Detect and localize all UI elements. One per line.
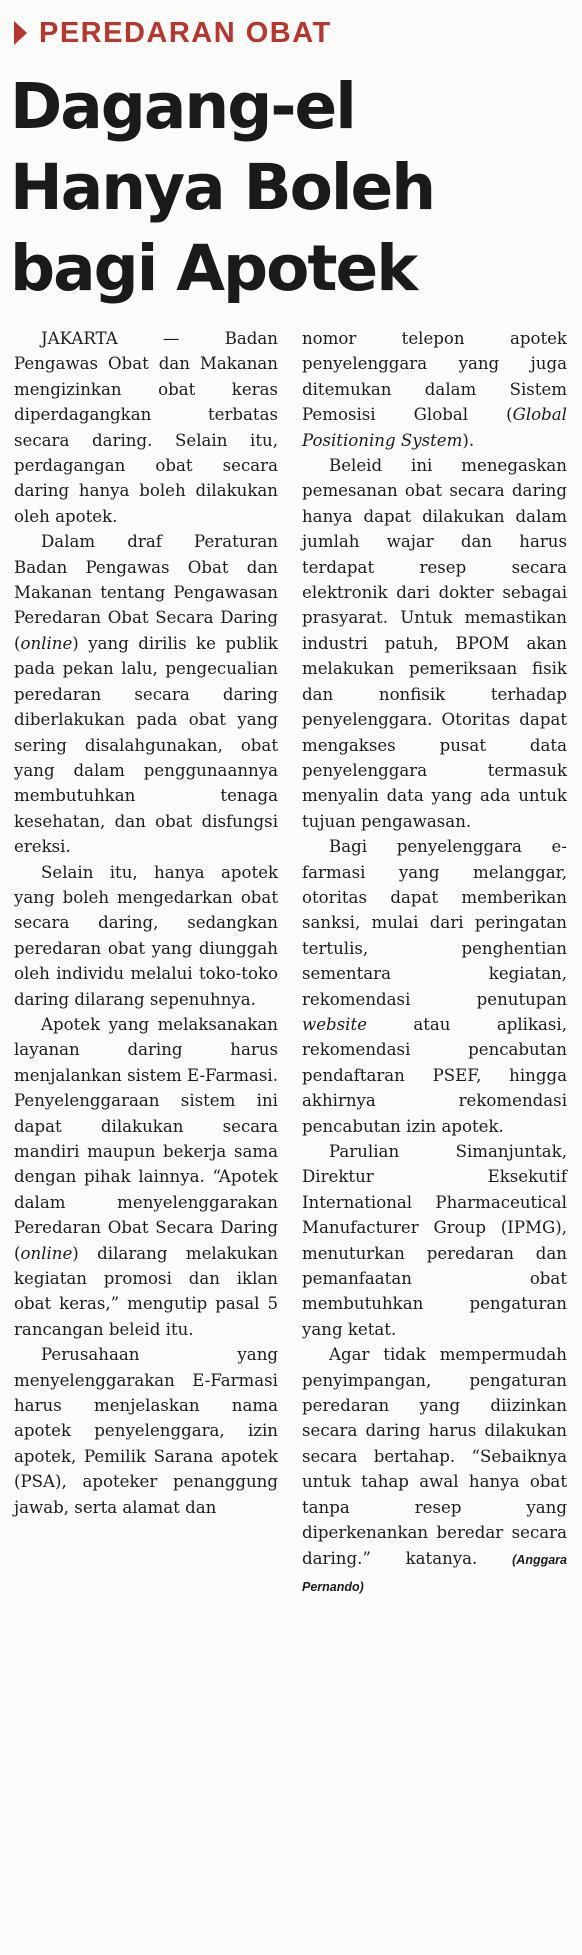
kicker-label: PEREDARAN OBAT — [39, 16, 332, 49]
headline-line-1: Dagang-el — [10, 70, 355, 143]
paragraph: Bagi penyelenggara e-farmasi yang melanggar, otoritas dapat memberikan sanksi, mulai dari peringatan tertulis, penghentian sementara kegiatan, rekomendasi penutupan website atau aplikasi, rekomendasi pencabutan pendaftaran PSEF, hingga akhirnya rekomendasi pencabutan izin apotek. — [302, 837, 567, 1136]
headline — [10, 66, 575, 309]
paragraph — [302, 1342, 567, 1600]
paragraph: nomor telepon apotek penyelenggara yang juga ditemukan dalam Sistem Pemosisi Global (Global Positioning System). — [302, 329, 567, 450]
paragraph: Apotek yang melaksanakan layanan daring harus menjalankan sistem E-Farmasi. Penyelenggaraan sistem ini dapat dilakukan secara mandiri maupun bekerja sama dengan pihak lainnya. “Apotek dalam menyelenggarakan Peredaran Obat Secara Daring (online) dilarang melakukan kegiatan promosi dan iklan obat keras,” mengutip pasal 5 rancangan beleid itu. — [14, 1014, 278, 1339]
paragraph: Dalam draf Peraturan Badan Pengawas Obat dan Makanan tentang Pengawasan Peredaran Obat Secara Daring (online) yang dirilis ke publik pada pekan lalu, pengecualian peredaran secara daring diberlakukan pada obat yang sering disalahgunakan, obat yang dalam penggunaannya membutuhkan tenaga kesehatan, dan obat disfungsi ereksi. — [14, 532, 278, 857]
paragraph: JAKARTA — Badan Pengawas Obat dan Makanan mengizinkan obat keras diperdagangkan terbatas secara daring. Selain itu, perdagangan obat secara daring hanya boleh dilakukan oleh apotek. — [14, 329, 278, 526]
headline-line-3: bagi Apotek — [10, 232, 417, 305]
paragraph: Perusahaan yang menyelenggarakan E-Farmasi harus menjelaskan nama apotek penyelenggara, izin apotek, Pemilik Sarana apotek (PSA), apoteker penanggung jawab, serta alamat dan — [14, 1345, 278, 1517]
paragraph: Beleid ini menegaskan pemesanan obat secara daring hanya dapat dilakukan dalam jumlah wajar dan harus terdapat resep secara elektronik dari dokter sebagai prasyarat. Untuk memastikan industri patuh, BPOM akan melakukan pemeriksaan fisik dan nonfisik terhadap penyelenggara. Otoritas dapat mengakses pusat data penyelenggara termasuk menyalin data yang ada untuk tujuan pengawasan. — [302, 456, 567, 831]
section-kicker — [14, 14, 332, 52]
article-column-left — [14, 326, 278, 1520]
headline-line-2: Hanya Boleh — [10, 151, 435, 224]
paragraph: Parulian Simanjuntak, Direktur Eksekutif International Pharmaceutical Manufacturer Group (IPMG), menuturkan peredaran dan pemanfaatan obat membutuhkan pengaturan yang ketat. — [302, 1142, 567, 1339]
paragraph-text: Agar tidak mempermudah penyimpangan, pengaturan peredaran yang diizinkan secara daring harus dilakukan secara bertahap. “Sebaiknya untuk tahap awal hanya obat tanpa resep yang diperkenankan beredar secara daring.” katanya. — [302, 1345, 567, 1568]
paragraph: Selain itu, hanya apotek yang boleh mengedarkan obat secara daring, sedangkan peredaran obat yang diunggah oleh individu melalui toko-toko daring dilarang sepenuhnya. — [14, 862, 278, 1009]
triangle-bullet-icon — [14, 21, 27, 45]
article-column-right — [302, 326, 567, 1600]
author-credit: (Anggara Pernando) — [302, 1552, 567, 1594]
